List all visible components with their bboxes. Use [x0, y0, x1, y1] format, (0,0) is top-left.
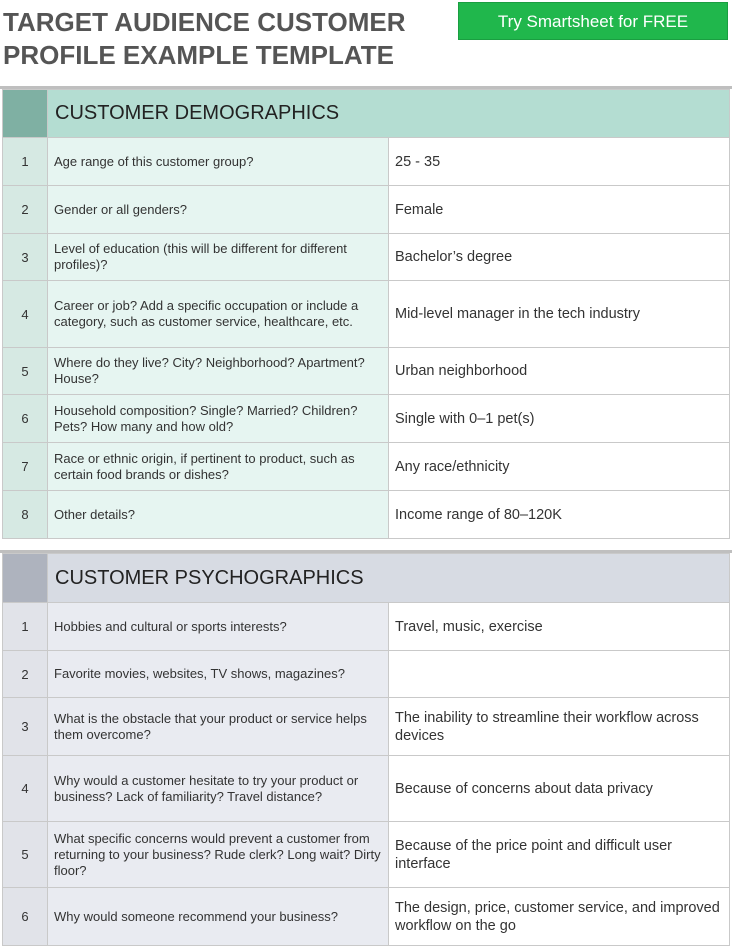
psychographics-header-row	[3, 554, 730, 603]
question-cell: Level of education (this will be different for different profiles)?	[48, 234, 389, 281]
row-number: 4	[3, 756, 48, 822]
answer-cell[interactable]: Travel, music, exercise	[389, 603, 730, 651]
row-number: 3	[3, 698, 48, 756]
answer-cell[interactable]: Income range of 80–120K	[389, 491, 730, 539]
question-cell: Household composition? Single? Married? Children? Pets? How many and how old?	[48, 395, 389, 443]
question-cell: Favorite movies, websites, TV shows, magazines?	[48, 651, 389, 698]
psychographics-heading: CUSTOMER PSYCHOGRAPHICS	[48, 554, 730, 603]
title-line-1: TARGET AUDIENCE CUSTOMER	[3, 7, 406, 37]
question-cell: Why would a customer hesitate to try your product or business? Lack of familiarity? Travel distance?	[48, 756, 389, 822]
question-cell: Hobbies and cultural or sports interests?	[48, 603, 389, 651]
header-number-cell	[3, 90, 48, 138]
answer-cell[interactable]: The inability to streamline their workflow across devices	[389, 698, 730, 756]
question-cell: Gender or all genders?	[48, 186, 389, 234]
answer-cell[interactable]: Female	[389, 186, 730, 234]
question-cell: Age range of this customer group?	[48, 138, 389, 186]
answer-cell[interactable]: 25 - 35	[389, 138, 730, 186]
answer-cell[interactable]: Any race/ethnicity	[389, 443, 730, 491]
question-cell: Where do they live? City? Neighborhood? Apartment? House?	[48, 348, 389, 395]
demographics-heading: CUSTOMER DEMOGRAPHICS	[48, 90, 730, 138]
demographics-table	[2, 89, 730, 539]
question-cell: What specific concerns would prevent a customer from returning to your business? Rude clerk? Long wait? Dirty floor?	[48, 822, 389, 888]
row-number: 1	[3, 138, 48, 186]
table-row	[3, 281, 730, 348]
answer-cell[interactable]: The design, price, customer service, and improved workflow on the go	[389, 888, 730, 946]
question-cell: Career or job? Add a specific occupation or include a category, such as customer service, healthcare, etc.	[48, 281, 389, 348]
answer-cell[interactable]: Mid-level manager in the tech industry	[389, 281, 730, 348]
row-number: 6	[3, 395, 48, 443]
demographics-section	[0, 86, 732, 539]
row-number: 4	[3, 281, 48, 348]
table-row	[3, 348, 730, 395]
row-number: 5	[3, 822, 48, 888]
table-row	[3, 138, 730, 186]
answer-cell[interactable]: Single with 0–1 pet(s)	[389, 395, 730, 443]
row-number: 3	[3, 234, 48, 281]
table-row	[3, 651, 730, 698]
header-number-cell	[3, 554, 48, 603]
question-cell: Race or ethnic origin, if pertinent to product, such as certain food brands or dishes?	[48, 443, 389, 491]
row-number: 6	[3, 888, 48, 946]
table-row	[3, 443, 730, 491]
row-number: 2	[3, 186, 48, 234]
answer-cell[interactable]: Bachelor’s degree	[389, 234, 730, 281]
row-number: 8	[3, 491, 48, 539]
table-row	[3, 186, 730, 234]
psychographics-table	[2, 553, 730, 946]
question-cell: What is the obstacle that your product or service helps them overcome?	[48, 698, 389, 756]
answer-cell[interactable]: Urban neighborhood	[389, 348, 730, 395]
title-line-2: PROFILE EXAMPLE TEMPLATE	[3, 40, 394, 70]
row-number: 1	[3, 603, 48, 651]
page-title	[3, 6, 423, 72]
table-row	[3, 491, 730, 539]
demographics-header-row	[3, 90, 730, 138]
table-row	[3, 395, 730, 443]
row-number: 2	[3, 651, 48, 698]
table-row	[3, 234, 730, 281]
answer-cell[interactable]	[389, 651, 730, 698]
row-number: 7	[3, 443, 48, 491]
question-cell: Why would someone recommend your business?	[48, 888, 389, 946]
psychographics-section	[0, 550, 732, 946]
question-cell: Other details?	[48, 491, 389, 539]
table-row	[3, 603, 730, 651]
answer-cell[interactable]: Because of concerns about data privacy	[389, 756, 730, 822]
row-number: 5	[3, 348, 48, 395]
table-row	[3, 756, 730, 822]
table-row	[3, 888, 730, 946]
try-smartsheet-button[interactable]: Try Smartsheet for FREE	[458, 2, 728, 40]
answer-cell[interactable]: Because of the price point and difficult user interface	[389, 822, 730, 888]
table-row	[3, 822, 730, 888]
table-row	[3, 698, 730, 756]
